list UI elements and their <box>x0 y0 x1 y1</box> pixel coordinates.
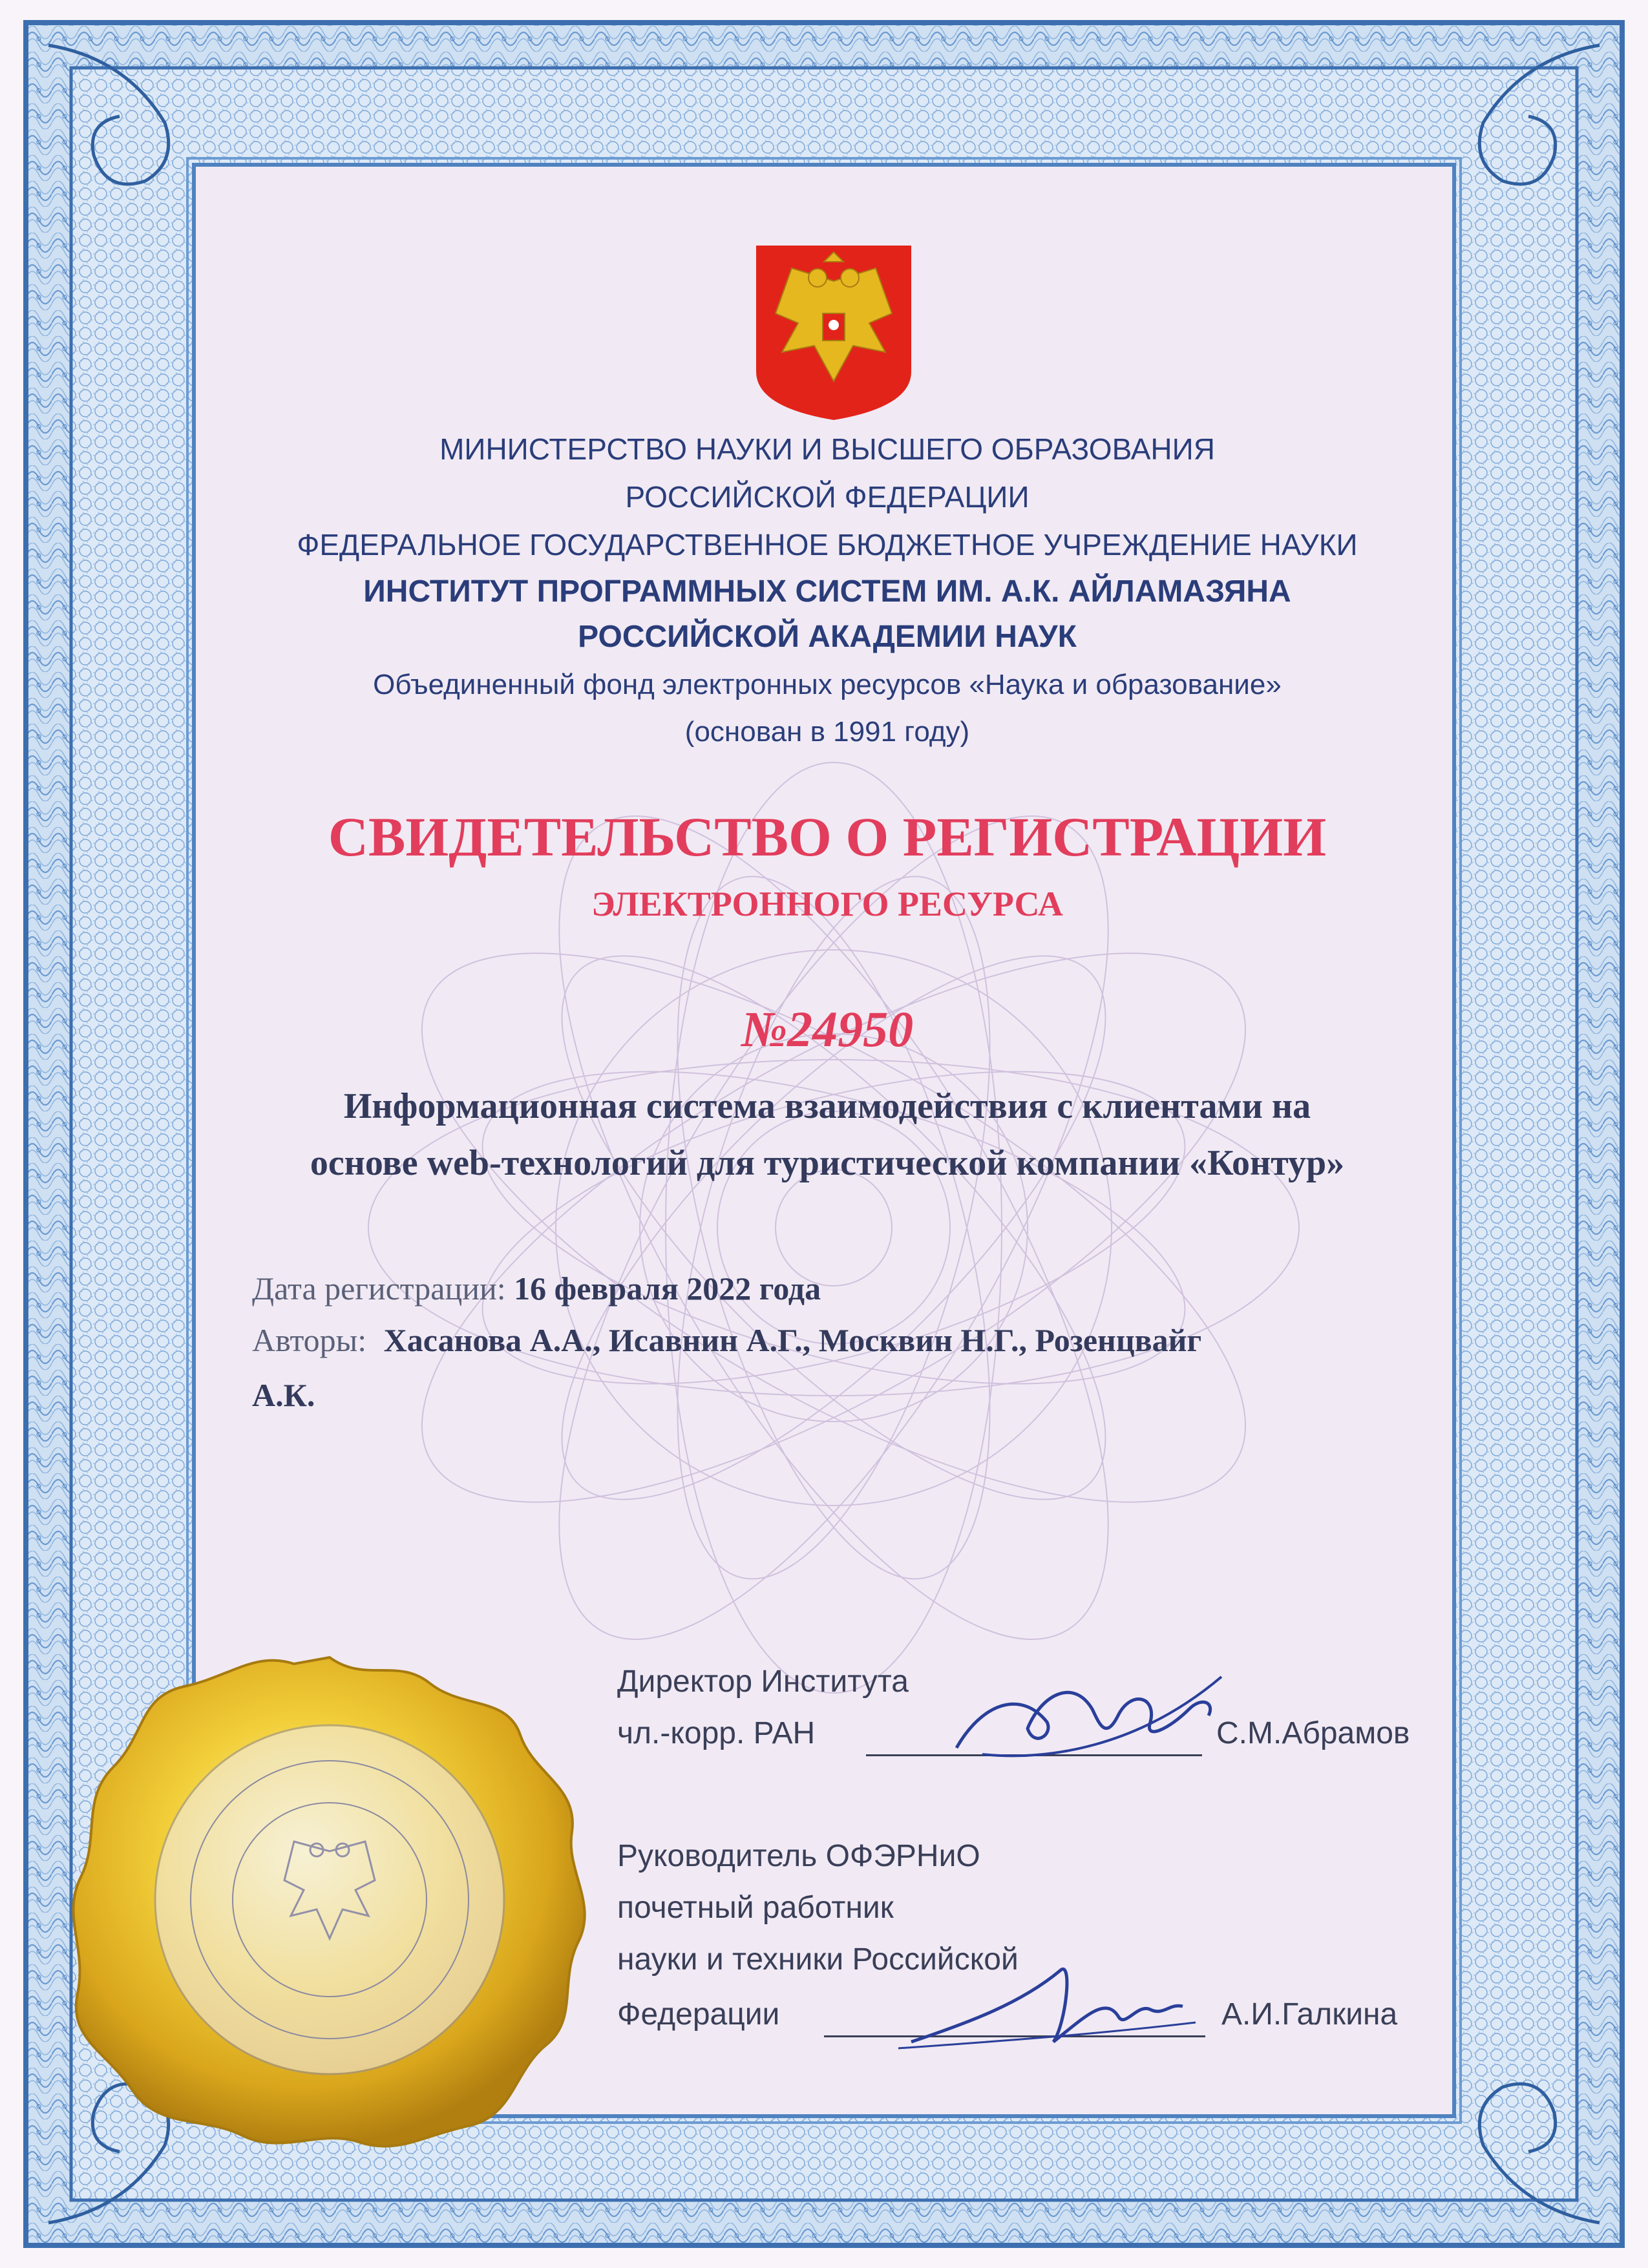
head-title-line-2: почетный работник <box>617 1891 894 1925</box>
head-title-line-1: Руководитель ОФЭРНиО <box>617 1839 980 1873</box>
registration-date-row <box>252 1270 821 1307</box>
head-signature <box>892 1945 1202 2074</box>
head-name: А.И.Галкина <box>1221 1997 1398 2032</box>
certificate-title: СВИДЕТЕЛЬСТВО О РЕГИСТРАЦИИ <box>328 806 1327 868</box>
gold-wax-seal-icon <box>61 1644 598 2155</box>
authors-line-1: Хасанова А.А., Исавнин А.Г., Москвин Н.Г., Розенцвайг <box>383 1322 1202 1358</box>
head-title-line-3: науки и техники Российской <box>617 1942 1019 1977</box>
resource-name-line-1: Информационная система взаимодействия с клиентами на <box>343 1086 1311 1126</box>
resource-name-line-2: основе web-технологий для туристической компании «Контур» <box>310 1143 1345 1183</box>
ministry-line-2: РОССИЙСКОЙ ФЕДЕРАЦИИ <box>625 480 1030 514</box>
registration-date-label: Дата регистрации: <box>252 1270 506 1307</box>
institution-type: ФЕДЕРАЛЬНОЕ ГОСУДАРСТВЕННОЕ БЮДЖЕТНОЕ УЧРЕЖДЕНИЕ НАУКИ <box>297 528 1358 562</box>
fund-founded: (основан в 1991 году) <box>684 716 970 748</box>
ministry-line-1: МИНИСТЕРСТВО НАУКИ И ВЫСШЕГО ОБРАЗОВАНИЯ <box>439 432 1215 466</box>
fund-name: Объединенный фонд электронных ресурсов «Наука и образование» <box>373 669 1282 700</box>
head-title-line-4: Федерации <box>617 1997 780 2032</box>
director-name: С.М.Абрамов <box>1216 1716 1410 1750</box>
authors-label: Авторы: <box>252 1322 367 1358</box>
certificate-number: №24950 <box>741 1001 914 1057</box>
registration-date-value: 16 февраля 2022 года <box>514 1270 821 1307</box>
russian-coat-of-arms-icon <box>753 242 914 423</box>
director-signature <box>944 1651 1234 1787</box>
director-title-line-1: Директор Института <box>617 1664 909 1699</box>
director-title-line-2: чл.-корр. РАН <box>617 1716 816 1750</box>
institute-line-1: ИНСТИТУТ ПРОГРАММНЫХ СИСТЕМ ИМ. А.К. АЙЛАМАЗЯНА <box>363 574 1291 609</box>
authors-line-2: А.К. <box>252 1377 315 1413</box>
certificate-subtitle: ЭЛЕКТРОННОГО РЕСУРСА <box>591 885 1063 923</box>
authors-row <box>252 1321 1201 1359</box>
institute-line-2: РОССИЙСКОЙ АКАДЕМИИ НАУК <box>578 620 1077 654</box>
